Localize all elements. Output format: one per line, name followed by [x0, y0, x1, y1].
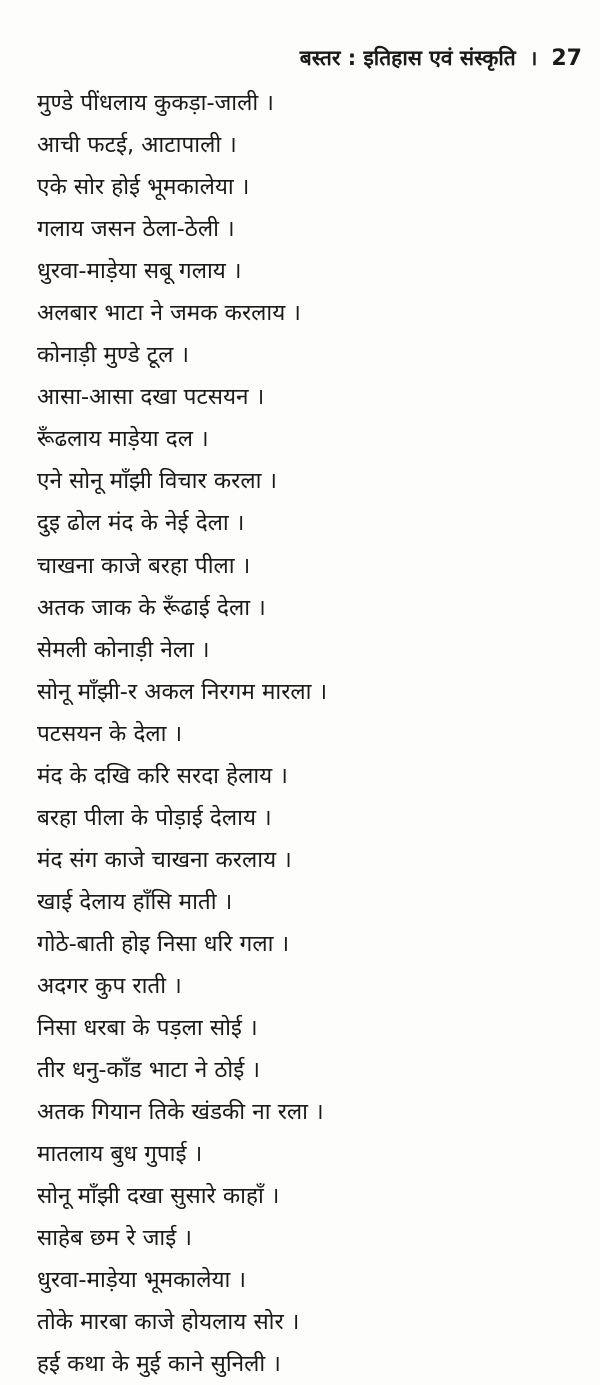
poem-line: अतक गियान तिके खंडकी ना रला ।: [37, 1099, 324, 1126]
poem-line: कोनाड़ी मुण्डे टूल ।: [37, 342, 190, 369]
poem-line: खाई देलाय हाँसि माती ।: [37, 888, 233, 915]
poem-line: मातलाय बुध गुपाई ।: [37, 1141, 203, 1168]
poem-line: एके सोर होई भूमकालेया ।: [37, 174, 250, 201]
poem-line: धुरवा-माड़ेया भूमकालेया ।: [37, 1267, 247, 1294]
poem-line: साहेब छम रे जाई ।: [37, 1225, 192, 1252]
poem-line: हई कथा के मुई काने सुनिली ।: [37, 1351, 281, 1378]
poem-line: एने सोनू माँझी विचार करला ।: [37, 468, 278, 495]
poem-line: आची फटई, आटापाली ।: [37, 132, 237, 159]
header-separator: ।: [529, 46, 538, 70]
poem-line: मंद संग काजे चाखना करलाय ।: [37, 846, 292, 873]
poem-line: रूँढलाय माड़ेया दल ।: [37, 426, 209, 453]
poem-line: मंद के दखि करि सरदा हेलाय ।: [37, 762, 288, 789]
poem-line: अतक जाक के रूँढाई देला ।: [37, 594, 266, 621]
poem-line: अदगर कुप राती ।: [37, 972, 182, 999]
poem-line: मुण्डे पींधलाय कुकड़ा-जाली ।: [37, 90, 274, 116]
poem-line: सेमली कोनाड़ी नेला ।: [37, 636, 210, 663]
poem-line: दुइ ढोल मंद के नेई देला ।: [37, 510, 245, 537]
poem-line: तीर धनु-काँड भाटा ने ठोई ।: [37, 1057, 260, 1084]
poem-line: गोठे-बाती होइ निसा धरि गला ।: [37, 930, 290, 957]
poem-line: धुरवा-माड़ेया सबू गलाय ।: [37, 258, 242, 285]
poem-line: बरहा पीला के पोड़ाई देलाय ।: [37, 804, 272, 831]
poem-line: निसा धरबा के पड़ला सोई ।: [37, 1015, 258, 1042]
poem-line: गलाय जसन ठेला-ठेली ।: [37, 216, 235, 243]
running-header: [300, 44, 582, 72]
poem-line: सोनू माँझी-र अकल निरगम मारला ।: [37, 678, 328, 705]
poem-text: [37, 82, 327, 1385]
page-number: 27: [551, 46, 582, 71]
poem-line: चाखना काजे बरहा पीला ।: [37, 552, 251, 579]
book-title: बस्तर : इतिहास एवं संस्कृति: [299, 46, 516, 70]
poem-line: अलबार भाटा ने जमक करलाय ।: [37, 300, 301, 327]
poem-line: आसा-आसा दखा पटसयन ।: [37, 384, 265, 411]
poem-line: तोके मारबा काजे होयलाय सोर ।: [37, 1309, 300, 1336]
poem-line: पटसयन के देला ।: [37, 720, 183, 747]
poem-line: सोनू माँझी दखा सुसारे काहाँ ।: [37, 1183, 280, 1210]
